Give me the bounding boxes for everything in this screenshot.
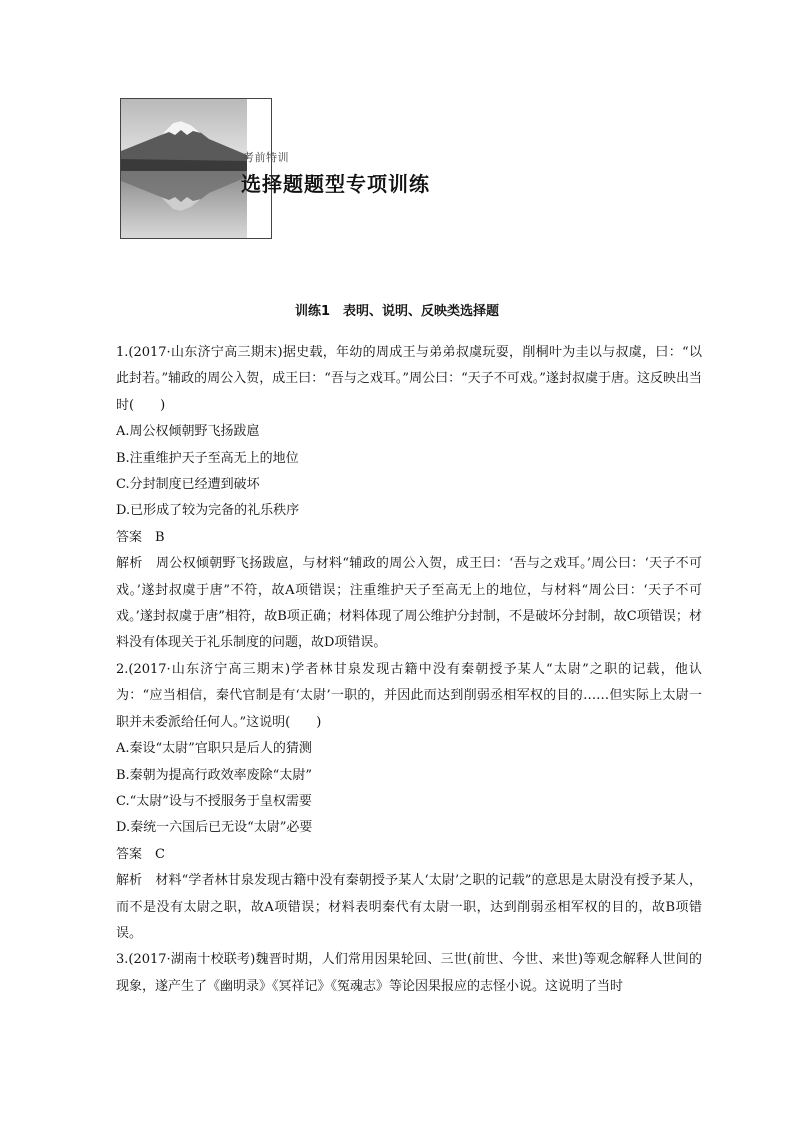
mountain-lake-photo bbox=[121, 99, 247, 238]
question-2-answer: 答案 C bbox=[116, 846, 165, 862]
question-2-analysis: 解析 材料“学者林甘泉发现古籍中没有秦朝授予某人‘太尉’之职的记载”的意思是太尉没有授予某人，而不是没有太尉之职，故A项错误；材料表明秦代有太尉一职，达到削弱丞相军权的目的，故B项错误。 bbox=[116, 873, 702, 941]
page-title: 选择题题型专项训练 bbox=[241, 172, 430, 196]
question-1-analysis: 解析 周公权倾朝野飞扬跋扈，与材料“辅政的周公入贺，成王曰：‘吾与之戏耳。’周公曰：‘天子不可戏。’遂封叔虞于唐”不符，故A项错误；注重维护天子至高无上的地位，与材料“周公曰：‘天子不可戏。’遂封叔虞于唐”相符，故B项正确；材料体现了周公维护分封制，不是破坏分封制，故C项错误；材料没有体现关于礼乐制度的问题，故D项错误。 bbox=[116, 556, 702, 651]
question-2-stem: 2.(2017·山东济宁高三期末)学者林甘泉发现古籍中没有秦朝授予某人“太尉”之职的记载，他认为：“应当相信，秦代官制是有‘太尉’一职的，并因此而达到削弱丞相军权的目的……但实际上太尉一职并未委派给任何人。”这说明( ) bbox=[116, 661, 702, 730]
question-2-option-d: D.秦统一六国后已无设“太尉”必要 bbox=[116, 820, 313, 836]
document-body bbox=[116, 340, 702, 1000]
question-1-stem: 1.(2017·山东济宁高三期末)据史载，年幼的周成王与弟弟叔虞玩耍，削桐叶为圭以与叔虞，曰：“以此封若。”辅政的周公入贺，成王曰：“吾与之戏耳。”周公曰：“天子不可戏。”遂封叔虞于唐。这反映出当时( ) bbox=[116, 345, 702, 413]
section-title: 训练1 表明、说明、反映类选择题 bbox=[294, 304, 500, 319]
question-1-option-c: C.分封制度已经遭到破坏 bbox=[116, 477, 260, 493]
question-2-option-b: B.秦朝为提高行政效率废除“太尉” bbox=[116, 767, 312, 783]
question-2-option-a: A.秦设“太尉”官职只是后人的猜测 bbox=[116, 741, 312, 757]
question-2-option-c: C.“太尉”设与不授服务于皇权需要 bbox=[116, 793, 312, 809]
question-1-option-a: A.周公权倾朝野飞扬跋扈 bbox=[116, 424, 260, 440]
header-kicker: 考前特训 bbox=[243, 151, 289, 164]
question-1-option-b: B.注重维护天子至高无上的地位 bbox=[116, 450, 299, 466]
question-1-option-d: D.已形成了较为完备的礼乐秩序 bbox=[116, 503, 300, 519]
question-1-answer: 答案 B bbox=[116, 529, 165, 545]
question-3-stem: 3.(2017·湖南十校联考)魏晋时期，人们常用因果轮回、三世(前世、今世、来世)等观念解释人世间的现象，遂产生了《幽明录》《冥祥记》《冤魂志》等论因果报应的志怪小说。这说明了当时 bbox=[116, 952, 702, 994]
